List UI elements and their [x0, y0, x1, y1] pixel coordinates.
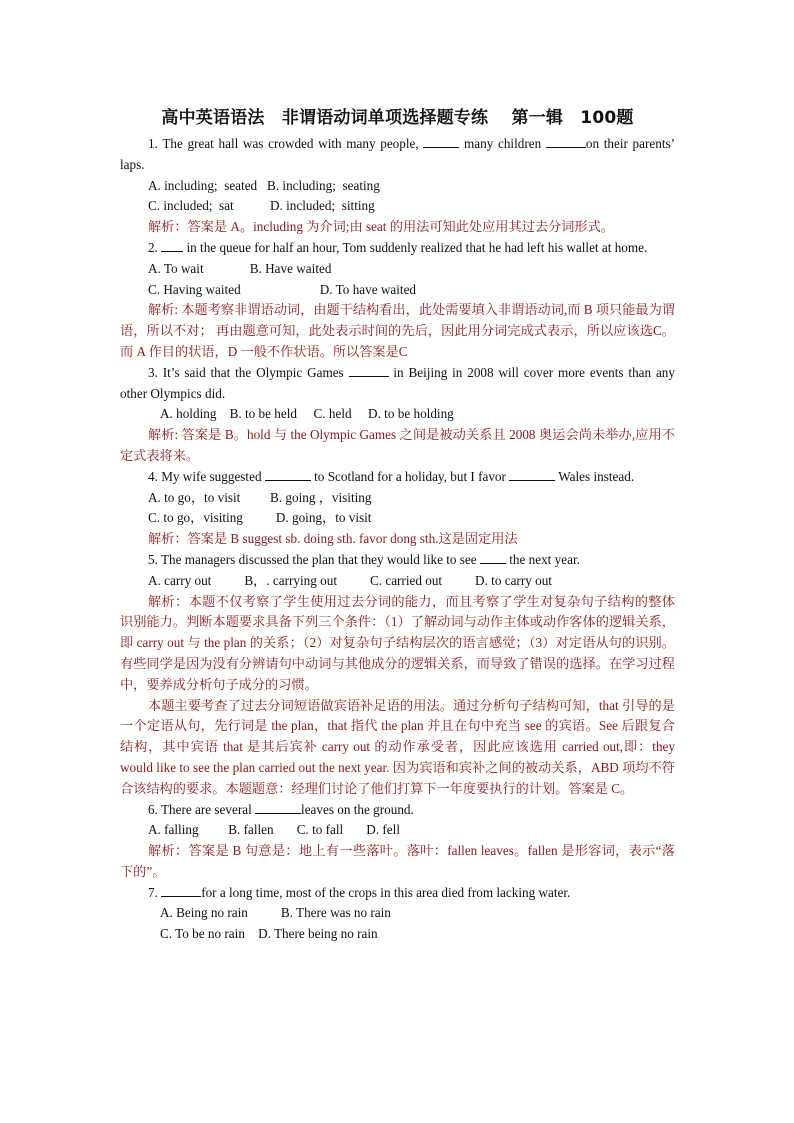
question-6-analysis: 解析：答案是 B 句意是：地上有一些落叶。落叶：fallen leaves。fallen 是形容词，表示“落下的”。 — [120, 843, 675, 879]
question-5-options-row: A. carry out B，. carrying out C. carried out D. to carry out — [148, 572, 552, 588]
question-3-options-row: A. holding B. to be held C. held D. to be holding — [160, 406, 454, 422]
stem-text: to Scotland for a holiday, but I favor — [310, 468, 510, 484]
page-title: 高中英语语法 非谓语动词单项选择题专练 第一辑 100题 — [161, 108, 634, 128]
stem-text: leaves on the ground. — [301, 801, 414, 817]
question-1-options-row: C. included; sat D. included; sitting — [148, 198, 375, 214]
question-6-options-row: A. falling B. fallen C. to fall D. fell — [148, 822, 400, 838]
question-5-analysis: 解析：本题不仅考察了学生使用过去分词的能力，而且考察了学生对复杂句子结构的整体识别能力。判断本题要求具备下列三个条件：（1）了解动词与动作主体或动作客体的逻辑关系，即 carry out 与 the plan 的关系；（2）对复杂句子结构层次的语言感觉；（3）对定语从句的识别。有些同学是因为没有分辨请句中动词与其他成分的逻辑关系，而导致了错误的选择。在学习过程中，要养成分析句子成分的习惯。 — [120, 593, 675, 692]
question-2-options-row: C. Having waited D. To have waited — [148, 281, 417, 297]
question-6-stem — [120, 800, 675, 821]
question-4-analysis: 解析：答案是 B suggest sb. doing sth. favor dong sth.这是固定用法 — [148, 531, 518, 547]
stem-text: in the queue for half an hour, Tom suddenly realized that he had left his wallet at home. — [183, 239, 648, 255]
question-4-options-row: C. to go，visiting D. going，to visit — [148, 510, 372, 526]
stem-text: 7. — [148, 884, 162, 900]
question-7-stem — [120, 883, 675, 904]
stem-text: Wales instead. — [555, 468, 635, 484]
document-page — [120, 104, 675, 945]
answer-blank — [349, 364, 389, 377]
question-1-options-row: A. including; seated B. including; seating — [148, 177, 380, 193]
answer-blank — [509, 468, 555, 481]
question-2-analysis: 解析: 本题考察非谓语动词，由题干结构看出，此处需要填入非谓语动词,而 B 项只能最为谓语，所以不对； 再由题意可知，此处表示时间的先后，因此用分词完成式表示，所以应该选C。而 A 作目的状语，D 一般不作状语。所以答案是C — [120, 302, 675, 359]
stem-text: in Beijing in 2008 will cover more events than any other Olympics did. — [120, 364, 675, 401]
question-7-options-row: A. Being no rain B. There was no rain — [160, 905, 391, 921]
question-1-stem — [120, 134, 675, 176]
stem-text: 1. The great hall was crowded with many people, — [148, 136, 424, 151]
stem-text: for a long time, most of the crops in this area died from lacking water. — [201, 884, 571, 900]
stem-text: 2. — [148, 239, 162, 255]
answer-blank — [480, 551, 506, 564]
answer-blank — [546, 135, 586, 148]
question-3-stem — [120, 363, 675, 405]
answer-blank — [161, 239, 183, 252]
stem-text: 3. It’s said that the Olympic Games — [148, 364, 349, 380]
question-5-analysis-continued: 本题主要考查了过去分词短语做宾语补足语的用法。通过分析句子结构可知，that 引导的是一个定语从句，先行词是 the plan，that 指代 the plan 并且在句中充当 see 的宾语。See 后跟复合结构，其中宾语 that 是其后宾补 carry out 的动作承受者，因此应该选用 carried out,即：they would like to see the plan carried out the next year. 因为宾语和宾补之间的被动关系，ABD 项均不符合该结构的要求。本题题意：经理们讨论了他们打算下一年度要执行的计划。答案是 C。 — [120, 697, 675, 796]
question-7-options-row: C. To be no rain D. There being no rain — [160, 926, 378, 942]
stem-text: on their parents’ laps. — [120, 136, 676, 172]
stem-text: 4. My wife suggested — [148, 468, 265, 484]
question-2-options-row: A. To wait B. Have waited — [148, 260, 332, 276]
question-1-analysis: 解析：答案是 A。including 为介词;由 seat 的用法可知此处应用其过去分词形式。 — [148, 219, 614, 235]
question-3-analysis: 解析: 答案是 B。hold 与 the Olympic Games 之间是被动关系且 2008 奥运会尚未举办,应用不定式表将来。 — [120, 427, 675, 463]
question-4-stem — [120, 467, 675, 488]
answer-blank — [265, 468, 311, 481]
stem-text: 6. There are several — [148, 801, 256, 817]
question-2-stem — [120, 238, 675, 259]
stem-text: 5. The managers discussed the plan that they would like to see — [148, 551, 480, 567]
answer-blank — [423, 135, 459, 148]
stem-text: the next year. — [505, 551, 580, 567]
answer-blank — [255, 801, 301, 814]
stem-text: many children — [459, 136, 546, 151]
question-4-options-row: A. to go，to visit B. going ，visiting — [148, 489, 372, 505]
answer-blank — [161, 884, 201, 897]
question-5-stem — [120, 550, 675, 571]
